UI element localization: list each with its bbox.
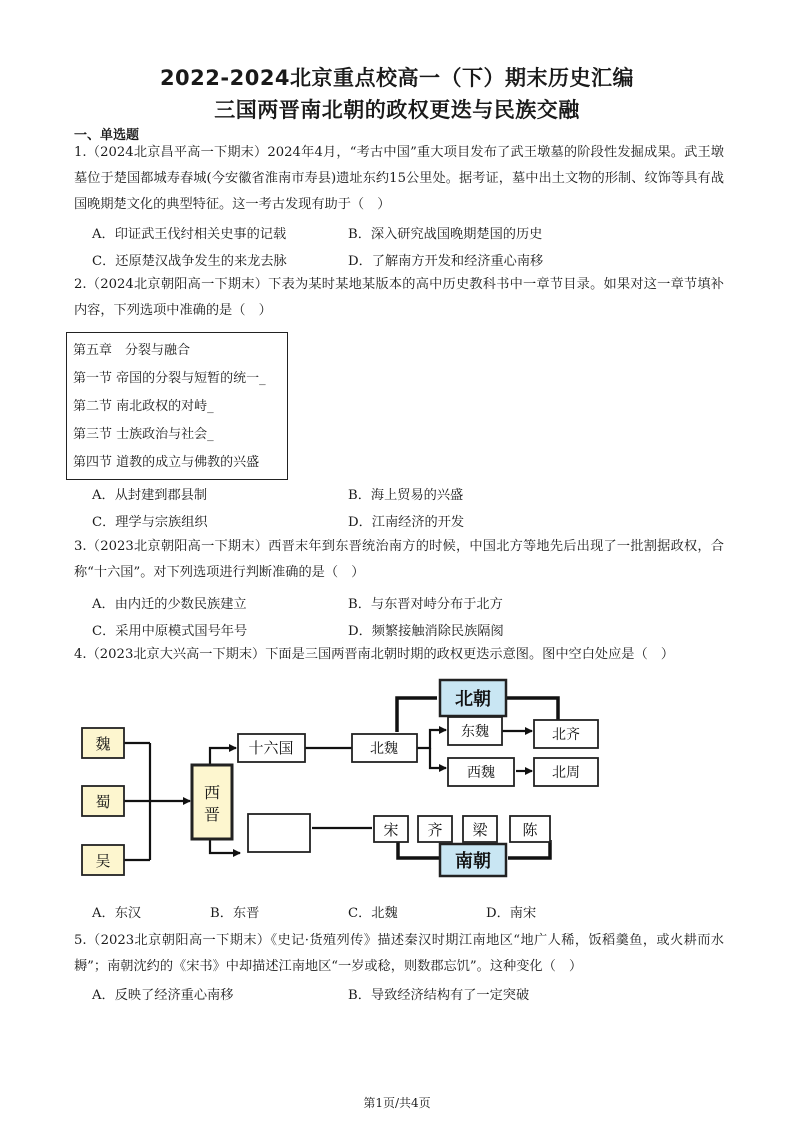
label-liang: 梁 — [472, 821, 488, 839]
q5-option-a[interactable]: A．反映了经济重心南移 — [92, 988, 234, 1003]
label-qi: 齐 — [427, 821, 443, 839]
section-heading: 一、单选题 — [74, 128, 140, 143]
q2-option-c[interactable]: C．理学与宗族组织 — [92, 515, 208, 530]
page-footer: 第1页/共4页 — [363, 1096, 431, 1110]
question-5-stem: 5.（2023北京朝阳高一下期末）《史记·货殖列传》描述秦汉时期江南地区“地广人稀，饭稻羹鱼，或火耕而水耨”；南朝沈约的《宋书》中却描述江南地区“一岁或稔，则数郡忘饥”。这种变化（ ） — [74, 933, 724, 974]
toc-line: 第三节 士族政治与社会_ — [73, 427, 214, 442]
q4-option-d[interactable]: D．南宋 — [486, 906, 537, 921]
q1-option-a[interactable]: A．印证武王伐纣相关史事的记载 — [92, 227, 287, 242]
q4-option-a[interactable]: A．东汉 — [92, 906, 142, 921]
q2-option-a[interactable]: A．从封建到郡县制 — [92, 488, 208, 503]
q2-option-d[interactable]: D．江南经济的开发 — [348, 515, 465, 530]
page-subtitle: 三国两晋南北朝的政权更迭与民族交融 — [214, 98, 580, 122]
label-beiqi: 北齐 — [552, 727, 580, 743]
q3-option-b[interactable]: B．与东晋对峙分布于北方 — [348, 597, 503, 612]
question-1-stem: 1.（2024北京昌平高一下期末）2024年4月，“考古中国”重大项目发布了武王墩墓的阶段性发掘成果。武王墩墓位于楚国都城寿春城(今安徽省淮南市寿县)遗址东约15公里处。据考证，墓中出土文物的形制、纹饰等具有战国晚期楚文化的典型特征。这一考古发现有助于（ ） — [74, 145, 724, 212]
toc-line: 第二节 南北政权的对峙_ — [73, 399, 214, 414]
label-nanchao: 南朝 — [455, 851, 491, 872]
question-4-stem: 4.（2023北京大兴高一下期末）下面是三国两晋南北朝时期的政权更迭示意图。图中空白处应是（ ） — [74, 647, 675, 662]
label-beichao: 北朝 — [455, 689, 491, 710]
q3-option-a[interactable]: A．由内迁的少数民族建立 — [92, 597, 247, 612]
page-title: 2022-2024北京重点校高一（下）期末历史汇编 — [159, 66, 635, 90]
label-beiwei: 北魏 — [370, 741, 398, 757]
label-shiliuguo: 十六国 — [248, 739, 294, 757]
label-xijin-1: 西 — [203, 783, 221, 802]
label-xiwei: 西魏 — [467, 765, 495, 781]
toc-line: 第一节 帝国的分裂与短暂的统一_ — [73, 371, 266, 386]
q3-option-c[interactable]: C．采用中原模式国号年号 — [92, 624, 248, 639]
label-beizhou: 北周 — [552, 765, 580, 781]
q2-option-b[interactable]: B．海上贸易的兴盛 — [348, 488, 464, 503]
label-chen: 陈 — [522, 821, 538, 839]
q5-option-b[interactable]: B．导致经济结构有了一定突破 — [348, 988, 530, 1003]
label-shu: 蜀 — [95, 793, 111, 811]
toc-line: 第四节 道教的成立与佛教的兴盛 — [73, 455, 260, 470]
label-wei: 魏 — [95, 735, 111, 753]
regime-succession-diagram — [0, 668, 794, 908]
q1-option-c[interactable]: C．还原楚汉战争发生的来龙去脉 — [92, 254, 287, 269]
label-dongwei: 东魏 — [461, 724, 489, 740]
blank-answer-box[interactable] — [248, 814, 310, 852]
q4-option-b[interactable]: B．东晋 — [210, 906, 260, 921]
label-xijin-2: 晋 — [203, 805, 221, 824]
question-2-stem: 2.（2024北京朝阳高一下期末）下表为某时某地某版本的高中历史教科书中一章节目录。如果对这一章节填补内容，下列选项中准确的是（ ） — [74, 277, 724, 318]
chapter-toc-box — [66, 332, 288, 480]
question-3-stem: 3.（2023北京朝阳高一下期末）西晋末年到东晋统治南方的时候，中国北方等地先后出现了一批割据政权，合称“十六国”。对下列选项进行判断准确的是（ ） — [74, 539, 724, 580]
label-wu: 吴 — [95, 852, 111, 870]
q3-option-d[interactable]: D．频繁接触消除民族隔阂 — [348, 624, 504, 639]
q1-option-b[interactable]: B．深入研究战国晚期楚国的历史 — [348, 227, 543, 242]
box-xijin — [192, 765, 232, 839]
q4-option-c[interactable]: C．北魏 — [348, 906, 398, 921]
q1-option-d[interactable]: D．了解南方开发和经济重心南移 — [348, 254, 544, 269]
toc-line: 第五章 分裂与融合 — [73, 343, 191, 358]
label-song: 宋 — [383, 821, 399, 839]
